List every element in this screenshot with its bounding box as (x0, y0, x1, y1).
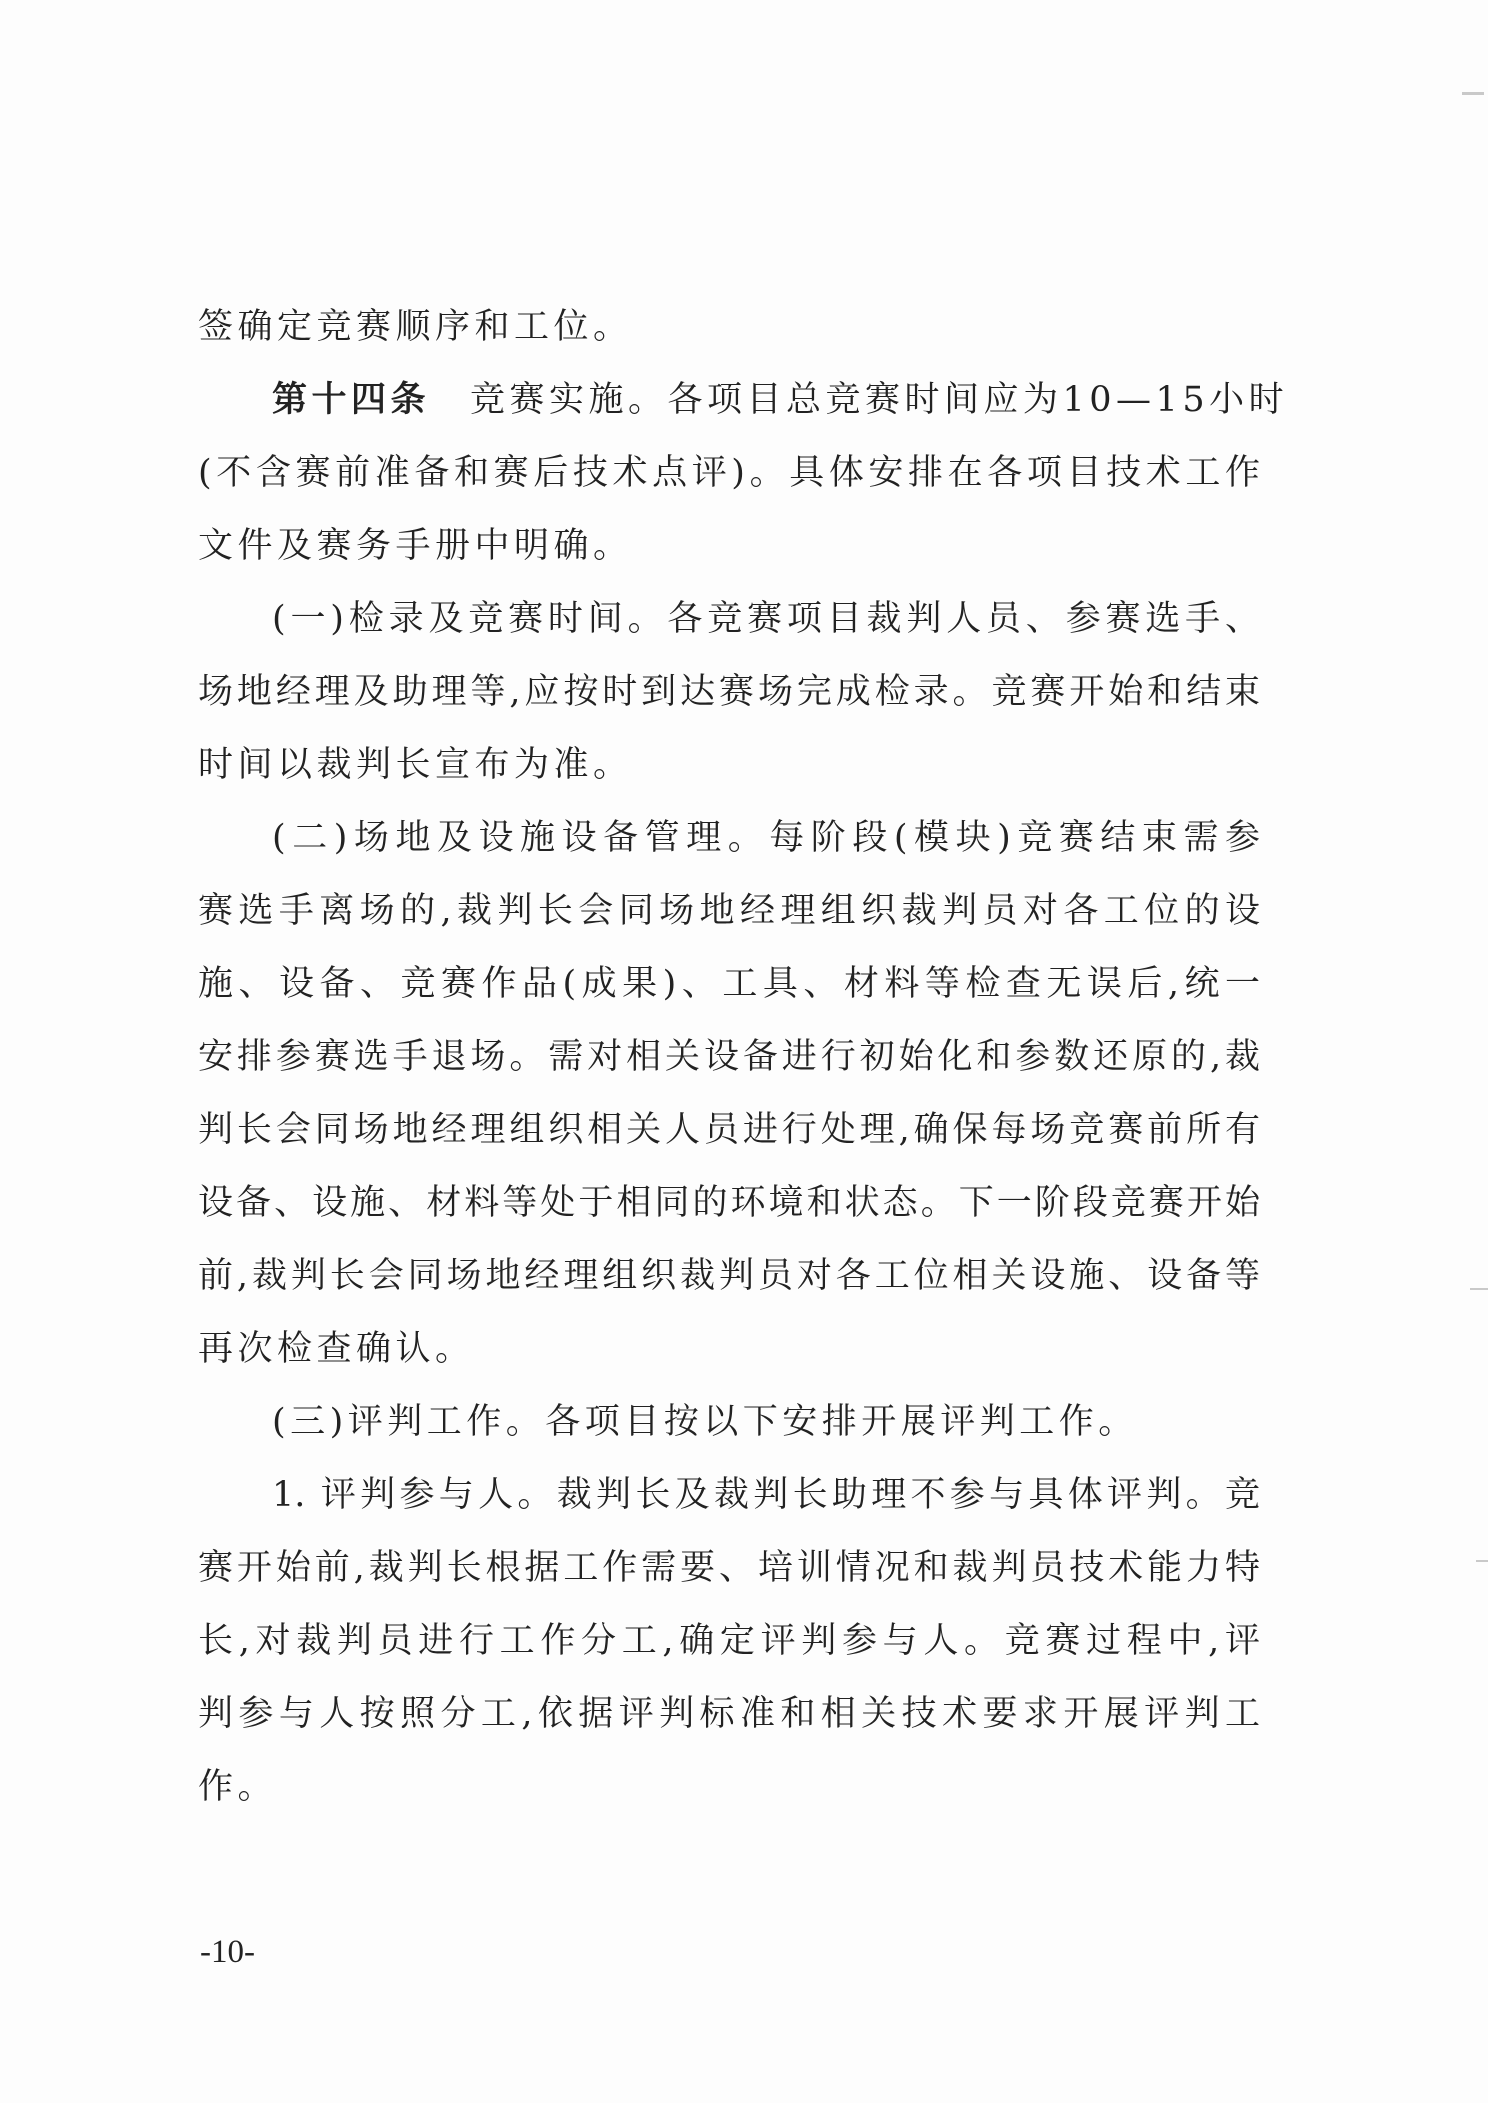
text-line-14: 前,裁判长会同场地经理组织裁判员对各工位相关设施、设备等 (198, 1256, 1260, 1296)
text-line-15: 再次检查确认。 (198, 1329, 475, 1369)
article-14-line (272, 375, 1288, 425)
text-line-11: 安排参赛选手退场。需对相关设备进行初始化和参数还原的,裁 (198, 1037, 1260, 1077)
text-line-12: 判长会同场地经理组织相关人员进行处理,确保每场竞赛前所有 (198, 1110, 1260, 1150)
text-line-19: 长,对裁判员进行工作分工,确定评判参与人。竞赛过程中,评 (198, 1621, 1260, 1661)
text-line-3: (不含赛前准备和赛后技术点评)。具体安排在各项目技术工作 (198, 453, 1260, 493)
text-line-4: 文件及赛务手册中明确。 (198, 526, 633, 566)
text-line-9: 赛选手离场的,裁判长会同场地经理组织裁判员对各工位的设 (198, 891, 1260, 931)
page-number: -10- (200, 1934, 255, 1970)
text-line-17: 1. 评判参与人。裁判长及裁判长助理不参与具体评判。竞 (272, 1475, 1260, 1515)
text-line-6: 场地经理及助理等,应按时到达赛场完成检录。竞赛开始和结束 (198, 672, 1260, 712)
text-line-13: 设备、设施、材料等处于相同的环境和状态。下一阶段竞赛开始 (198, 1183, 1260, 1223)
text-line-20: 判参与人按照分工,依据评判标准和相关技术要求开展评判工 (198, 1694, 1260, 1734)
text-line-8: (二)场地及设施设备管理。每阶段(模块)竞赛结束需参 (272, 818, 1260, 858)
article-text: 竞赛实施。各项目总竞赛时间应为10—15小时 (470, 380, 1289, 420)
text-line-18: 赛开始前,裁判长根据工作需要、培训情况和裁判员技术能力特 (198, 1548, 1260, 1588)
text-line-1: 签确定竞赛顺序和工位。 (198, 307, 633, 347)
text-line-7: 时间以裁判长宣布为准。 (198, 745, 633, 785)
scan-mark (1476, 1560, 1488, 1562)
scan-mark (1470, 1288, 1488, 1290)
text-line-10: 施、设备、竞赛作品(成果)、工具、材料等检查无误后,统一 (198, 964, 1260, 1004)
text-line-16: (三)评判工作。各项目按以下安排开展评判工作。 (272, 1402, 1138, 1442)
article-heading: 第十四条 (272, 380, 431, 420)
text-line-5: (一)检录及竞赛时间。各竞赛项目裁判人员、参赛选手、 (272, 599, 1260, 639)
scan-mark (1462, 92, 1484, 95)
text-line-21: 作。 (198, 1767, 278, 1807)
